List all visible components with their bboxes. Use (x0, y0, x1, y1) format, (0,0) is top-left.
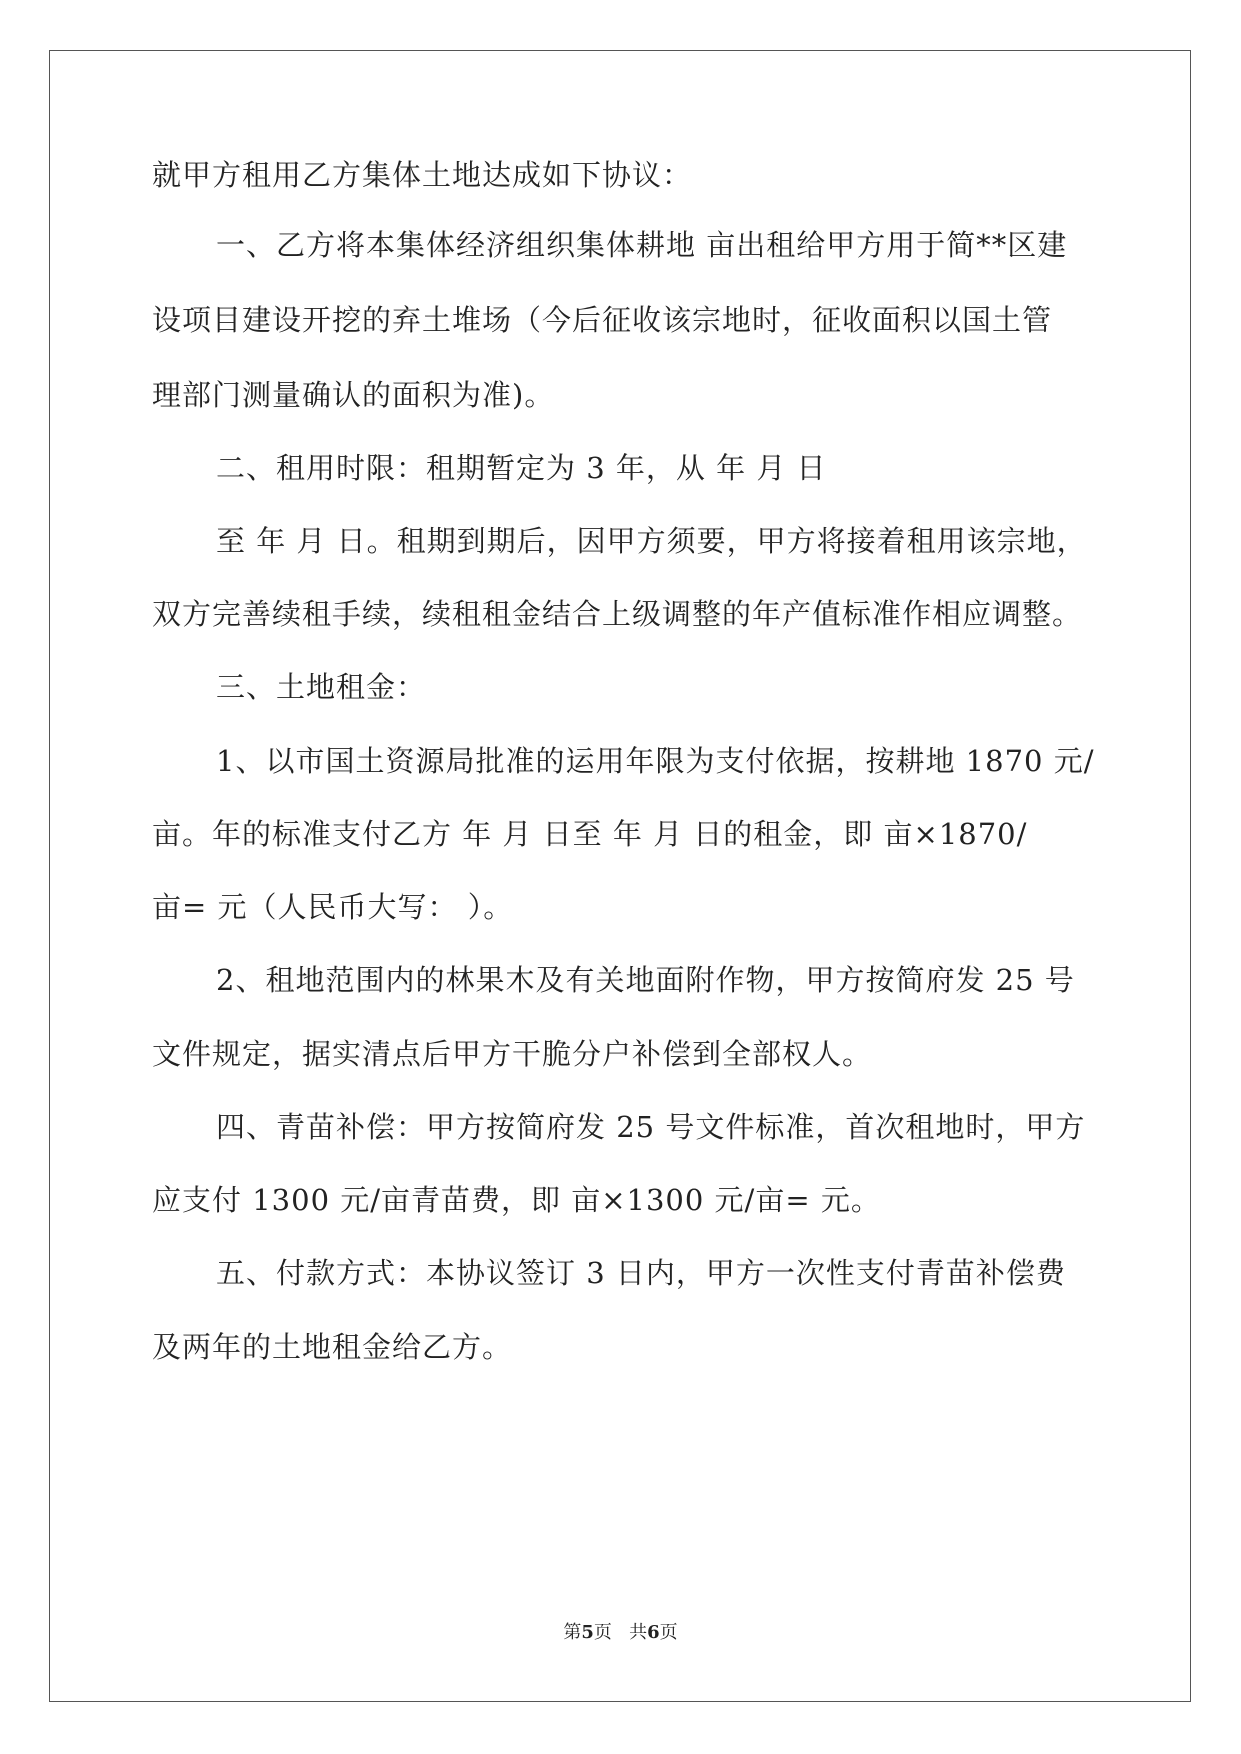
text-line: 亩= 元（人民币大写： ）。 (152, 890, 514, 924)
text-line: 亩。年的标准支付乙方 年 月 日至 年 月 日的租金，即 亩×1870/ (152, 817, 1028, 851)
text-line: 理部门测量确认的面积为准)。 (152, 378, 555, 412)
text-line: 四、青苗补偿：甲方按简府发 25 号文件标准，首次租地时，甲方 (216, 1110, 1086, 1144)
text-line: 应支付 1300 元/亩青苗费，即 亩×1300 元/亩= 元。 (152, 1183, 881, 1217)
text-line: 文件规定，据实清点后甲方干脆分户补偿到全部权人。 (152, 1037, 873, 1071)
text-line: 就甲方租用乙方集体土地达成如下协议： (152, 158, 693, 192)
text-line: 五、付款方式：本协议签订 3 日内，甲方一次性支付青苗补偿费 (216, 1256, 1066, 1290)
text-line: 至 年 月 日。租期到期后，因甲方须要，甲方将接着租用该宗地， (216, 524, 1087, 558)
footer-prefix: 第 (563, 1622, 582, 1643)
page-border (49, 50, 1191, 1702)
text-line: 2、租地范围内的林果木及有关地面附作物，甲方按简府发 25 号 (216, 963, 1075, 997)
text-line: 1、以市国土资源局批准的运用年限为支付依据，按耕地 1870 元/ (216, 744, 1095, 778)
total-pages-number: 6 (647, 1622, 660, 1643)
page-footer (0, 1622, 1241, 1644)
text-line: 三、土地租金： (216, 670, 427, 704)
footer-suffix: 页 (659, 1622, 678, 1643)
footer-middle: 页 共 (593, 1622, 648, 1643)
text-line: 二、租用时限：租期暂定为 3 年，从 年 月 日 (216, 451, 827, 485)
text-line: 一、乙方将本集体经济组织集体耕地 亩出租给甲方用于简**区建 (216, 228, 1068, 262)
text-line: 及两年的土地租金给乙方。 (152, 1330, 513, 1364)
current-page-number: 5 (581, 1622, 594, 1643)
text-line: 双方完善续租手续，续租租金结合上级调整的年产值标准作相应调整。 (152, 597, 1083, 631)
text-line: 设项目建设开挖的弃土堆场（今后征收该宗地时，征收面积以国土管 (152, 303, 1053, 337)
